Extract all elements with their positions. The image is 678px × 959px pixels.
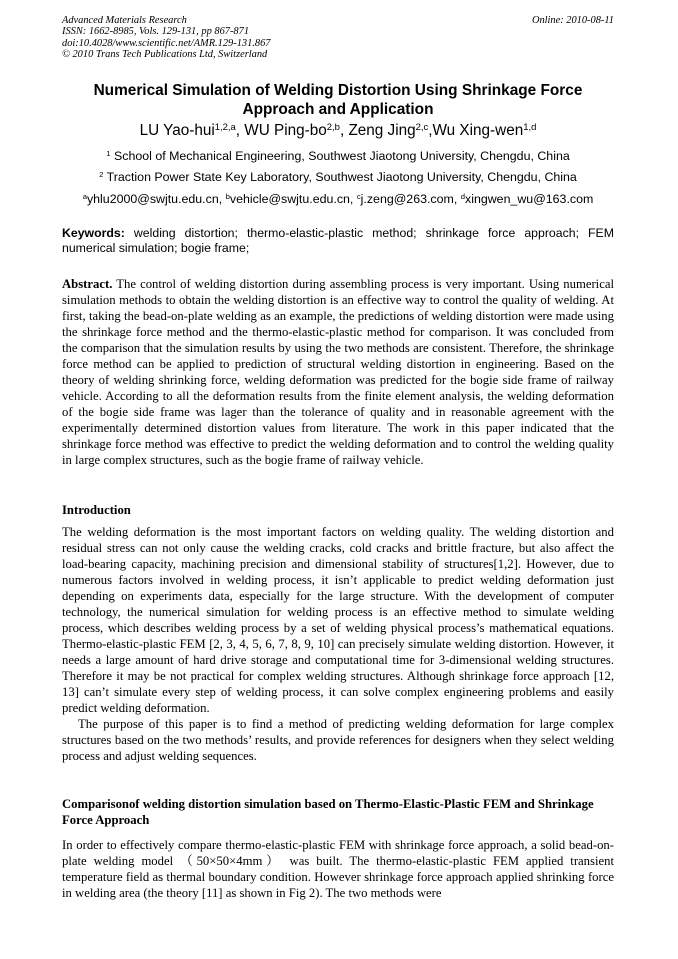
- keywords-label: Keywords:: [62, 226, 125, 240]
- affiliation-2: [62, 170, 614, 185]
- email-link[interactable]: yhlu2000@swjtu.edu.cn,: [86, 192, 226, 206]
- author-sup: 2,c: [415, 121, 429, 133]
- author-name: LU Yao-hui: [139, 122, 215, 139]
- journal-name: Advanced Materials Research: [62, 15, 187, 26]
- author-name: WU Ping-bo: [244, 122, 327, 139]
- title-line-2: Approach and Application: [242, 100, 434, 118]
- author-list: [62, 122, 614, 140]
- affiliation-sup: 2: [99, 169, 104, 179]
- abstract-label: Abstract.: [62, 277, 113, 291]
- abstract: [62, 276, 614, 468]
- affiliation-1: [62, 149, 614, 164]
- email-link[interactable]: vehicle@swjtu.edu.cn,: [229, 192, 357, 206]
- introduction-body: [62, 524, 614, 764]
- affiliation-text: School of Mechanical Engineering, Southwest Jiaotong University, Chengdu, China: [110, 149, 570, 163]
- email-sup: d: [460, 191, 465, 201]
- doi-link[interactable]: doi:10.4028/www.scientific.net/AMR.129-131.867: [62, 37, 271, 49]
- paper-title: [62, 82, 614, 119]
- author-sup: 1,2,a: [214, 121, 236, 133]
- author-separator: ,: [339, 122, 349, 139]
- online-date: Online: 2010-08-11: [531, 15, 614, 26]
- affiliation-text: Traction Power State Key Laboratory, Southwest Jiaotong University, Chengdu, China: [103, 170, 577, 184]
- abstract-text: The control of welding distortion during assembling process is very important. Using numerical simulation methods to obtain the welding distortion is an effective way to control the quality of welding. At first, taking the bead-on-plate welding as an example, the predictions of welding distortion were made using the shrinkage force method and the thermo-elastic-plastic method for comparison. It was concluded from the comparison that the simulation results by using the two methods are consistent. Therefore, the shrinkage force method can be applied to prediction of structural welding distortion in engineering. Based on the theory of welding shrinking force, welding deformation was predicted for the bogie side frame of railway vehicle. According to all the deformation results from the finite element analysis, the welding deformation of the bogie side frame was lager than the tolerance of quality and in reasonable agreement with the experimentally determined distortion values from literature. The work in this paper indicated that the shrinkage force method was effective to predict the welding deformation and to control the welding quality in large complex structures, such as the bogie frame of railway vehicle.: [62, 277, 614, 467]
- author-separator: ,: [235, 122, 245, 139]
- copyright-line: © 2010 Trans Tech Publications Ltd, Switzerland: [62, 48, 268, 60]
- email-link[interactable]: xingwen_wu@163.com: [465, 192, 594, 206]
- issn-line: ISSN: 1662-8985, Vols. 129-131, pp 867-871: [62, 26, 250, 38]
- journal-header: [62, 15, 614, 60]
- introduction-paragraph-1: The welding deformation is the most important factors on welding quality. The welding distortion and residual stress can not only cause the welding cracks, cold cracks and brittle fracture, but also affect the load-bearing capacity, machining precision and dimensional stability of structures[1,2]. However, due to numerous factors involved in welding process, it isn’t applicable to predict welding deformation just depending on experiments data, especially for the large structure. With the development of computer technology, the numerical simulation for welding process is an effective method to simulate welding process, which describes welding process by a set of welding physical process’s mathematical equations. Thermo-elastic-plastic FEM [2, 3, 4, 5, 6, 7, 8, 9, 10] can precisely simulate welding distortion. However, it needs a large amount of hard drive storage and computational time for 3-dimensional welding structures. Therefore it may be not practical for complex welding structures. Although shrinkage force approach [12, 13] can’t simulate every step of welding process, it can solve complex engineering problems and easily predict welding deformation.: [62, 525, 614, 715]
- author-separator: ,: [428, 122, 433, 139]
- introduction-paragraph-2: The purpose of this paper is to find a method of predicting welding deformation for large complex structures based on the two methods’ results, and provide references for designers when they select welding process and adjust welding sequences.: [62, 717, 614, 763]
- author-sup: 1,d: [523, 121, 537, 133]
- affiliation-sup: 1: [106, 148, 111, 158]
- comparison-body: [62, 837, 614, 901]
- email-sup: a: [82, 191, 87, 201]
- title-line-1: Numerical Simulation of Welding Distortion Using Shrinkage Force: [93, 82, 583, 99]
- email-sup: b: [225, 191, 230, 201]
- keywords: [62, 226, 614, 256]
- comparison-heading: Comparisonof welding distortion simulation based on Thermo-Elastic-Plastic FEM and Shrinkage Force Approach: [62, 797, 594, 827]
- author-name: Zeng Jing: [348, 122, 416, 139]
- email-line: [62, 192, 614, 207]
- author-sup: 2,b: [326, 121, 340, 133]
- email-link[interactable]: j.zeng@263.com,: [360, 192, 461, 206]
- email-sup: c: [356, 191, 361, 201]
- author-name: Wu Xing-wen: [432, 122, 524, 139]
- keywords-text: welding distortion; thermo-elastic-plastic method; shrinkage force approach; FEM numerical simulation; bogie frame;: [62, 226, 614, 255]
- introduction-heading: Introduction: [62, 503, 131, 517]
- comparison-paragraph-1: In order to effectively compare thermo-elastic-plastic FEM with shrinkage force approach, a solid bead-on-plate welding model （50×50×4mm） was built. The thermo-elastic-plastic FEM applied transient temperature field as thermal boundary condition. However shrinkage force approach applied shrinking force in welding area (the theory [11] as shown in Fig 2). The two methods were: [62, 838, 614, 900]
